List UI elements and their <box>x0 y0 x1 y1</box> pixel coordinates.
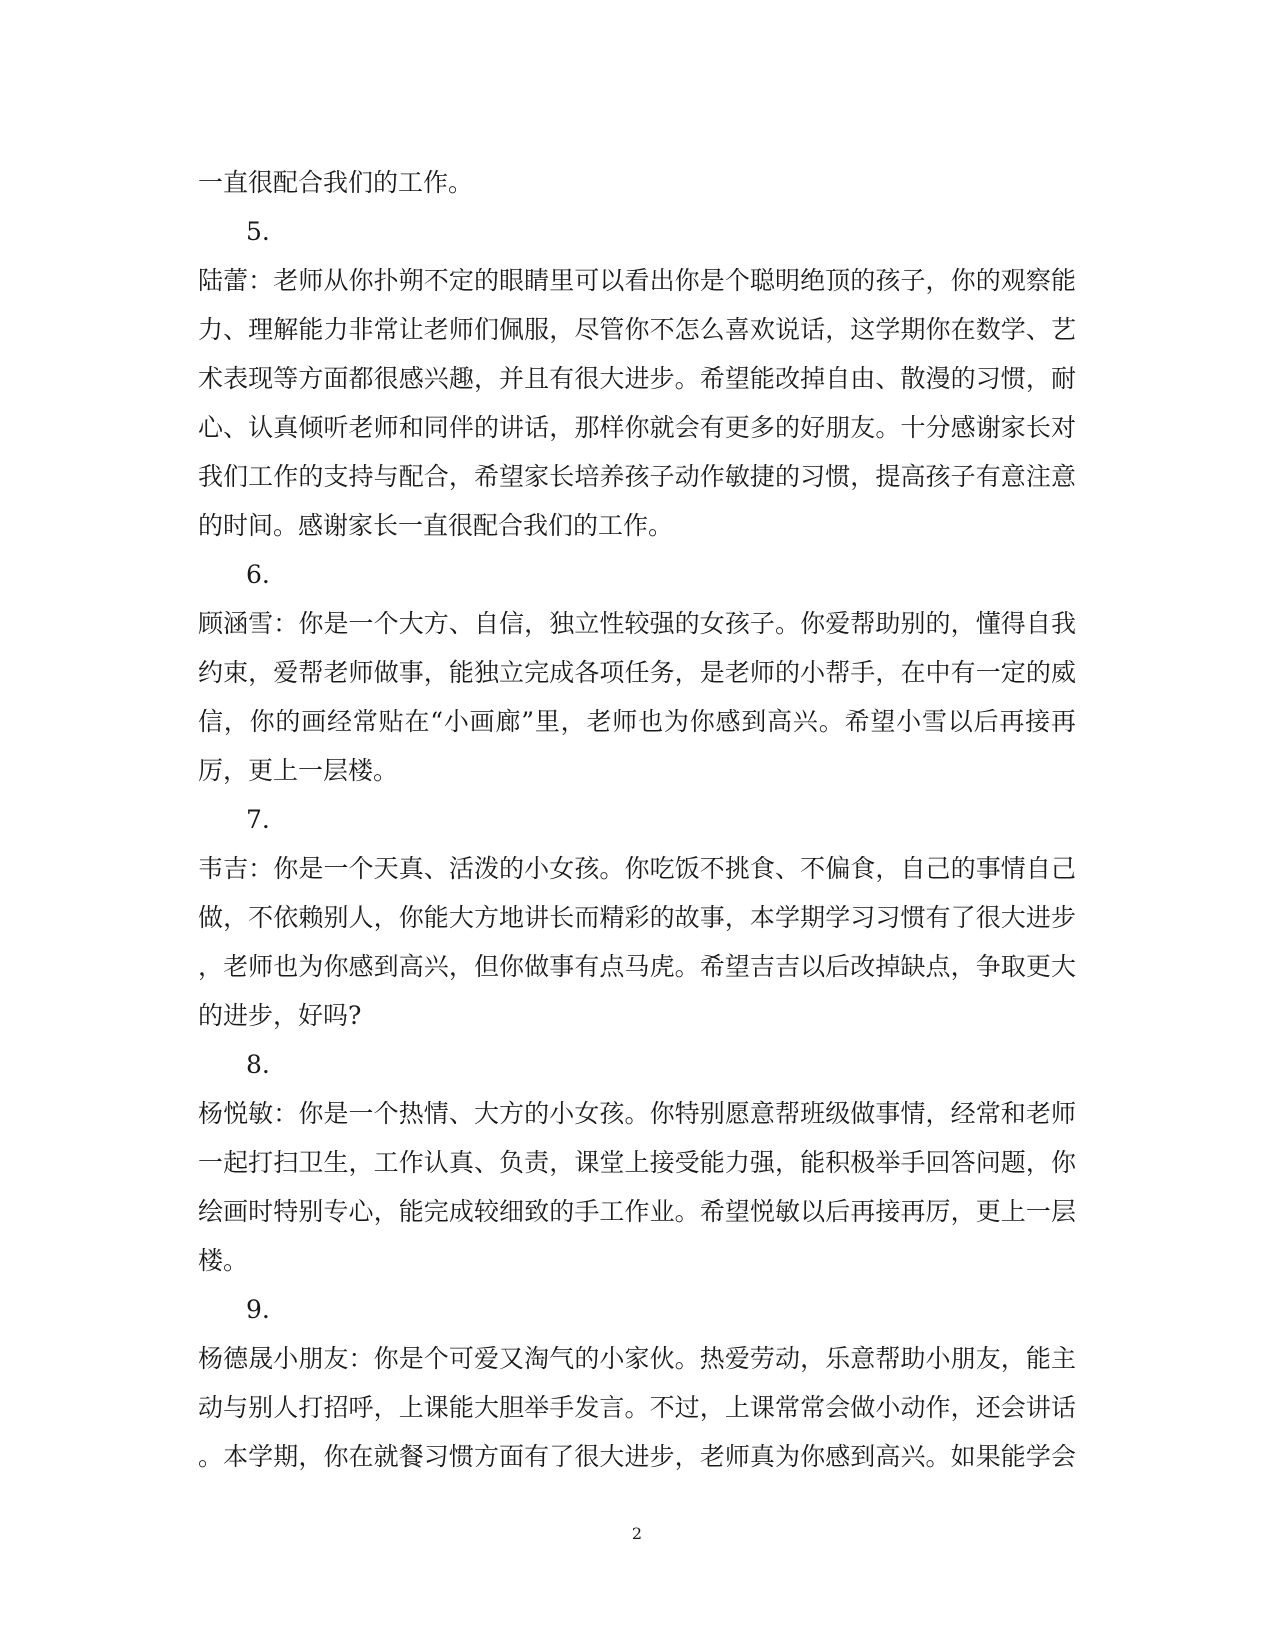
entry-paragraph <box>198 1089 1076 1285</box>
paragraph-line: 杨悦敏：你是一个热情、大方的小女孩。你特别愿意帮班级做事情，经常和老师 <box>198 1099 1076 1128</box>
paragraph-line: 绘画时特别专心，能完成较细致的手工作业。希望悦敏以后再接再厉，更上一层 <box>198 1197 1076 1226</box>
entry-number: 6. <box>246 560 270 589</box>
comment-entry-5 <box>198 207 1076 550</box>
entry-paragraph <box>198 844 1076 1040</box>
entry-paragraph <box>198 256 1076 550</box>
paragraph-line: 韦吉：你是一个天真、活泼的小女孩。你吃饭不挑食、不偏食，自己的事情自己 <box>198 854 1076 883</box>
paragraph-line: 做，不依赖别人，你能大方地讲长而精彩的故事，本学期学习习惯有了很大进步 <box>198 903 1076 932</box>
entry-number: 5. <box>246 217 270 246</box>
entry-paragraph <box>198 599 1076 795</box>
paragraph-line: 楼。 <box>198 1246 249 1275</box>
paragraph-line: 陆蕾：老师从你扑朔不定的眼睛里可以看出你是个聪明绝顶的孩子，你的观察能 <box>198 266 1076 295</box>
document-body <box>198 158 1076 1481</box>
paragraph-line: 顾涵雪：你是一个大方、自信，独立性较强的女孩子。你爱帮助别的，懂得自我 <box>198 609 1076 638</box>
paragraph-line: ，老师也为你感到高兴，但你做事有点马虎。希望吉吉以后改掉缺点，争取更大 <box>198 952 1076 981</box>
entry-number: 7. <box>246 805 270 834</box>
paragraph-line: 约束，爱帮老师做事，能独立完成各项任务，是老师的小帮手，在中有一定的威 <box>198 658 1076 687</box>
comment-entry-7 <box>198 795 1076 1040</box>
paragraph-line: 心、认真倾听老师和同伴的讲话，那样你就会有更多的好朋友。十分感谢家长对 <box>198 413 1076 442</box>
paragraph-line: 的时间。感谢家长一直很配合我们的工作。 <box>198 511 674 540</box>
paragraph-line: 。本学期，你在就餐习惯方面有了很大进步，老师真为你感到高兴。如果能学会 <box>198 1442 1076 1471</box>
paragraph-line: 术表现等方面都很感兴趣，并且有很大进步。希望能改掉自由、散漫的习惯，耐 <box>198 364 1076 393</box>
comment-entry-9 <box>198 1285 1076 1481</box>
paragraph-line: 我们工作的支持与配合，希望家长培养孩子动作敏捷的习惯，提高孩子有意注意 <box>198 462 1076 491</box>
entry-number: 9. <box>246 1295 270 1324</box>
paragraph-line: 的进步，好吗? <box>198 1001 362 1030</box>
paragraph-line: 厉，更上一层楼。 <box>198 756 399 785</box>
paragraph-line: 动与别人打招呼，上课能大胆举手发言。不过，上课常常会做小动作，还会讲话 <box>198 1393 1076 1422</box>
entry-paragraph <box>198 1334 1076 1481</box>
paragraph-line: 信，你的画经常贴在“小画廊”里，老师也为你感到高兴。希望小雪以后再接再 <box>198 707 1076 736</box>
paragraph-line: 杨德晟小朋友：你是个可爱又淘气的小家伙。热爱劳动，乐意帮助小朋友，能主 <box>198 1344 1076 1373</box>
comment-entry-8 <box>198 1040 1076 1285</box>
paragraph-line: 力、理解能力非常让老师们佩服，尽管你不怎么喜欢说话，这学期你在数学、艺 <box>198 315 1076 344</box>
entry-number: 8. <box>246 1050 270 1079</box>
continuation-line: 一直很配合我们的工作。 <box>198 168 474 197</box>
paragraph-line: 一起打扫卫生，工作认真、负责，课堂上接受能力强，能积极举手回答问题，你 <box>198 1148 1076 1177</box>
page-number: 2 <box>631 1524 643 1543</box>
comment-entry-6 <box>198 550 1076 795</box>
